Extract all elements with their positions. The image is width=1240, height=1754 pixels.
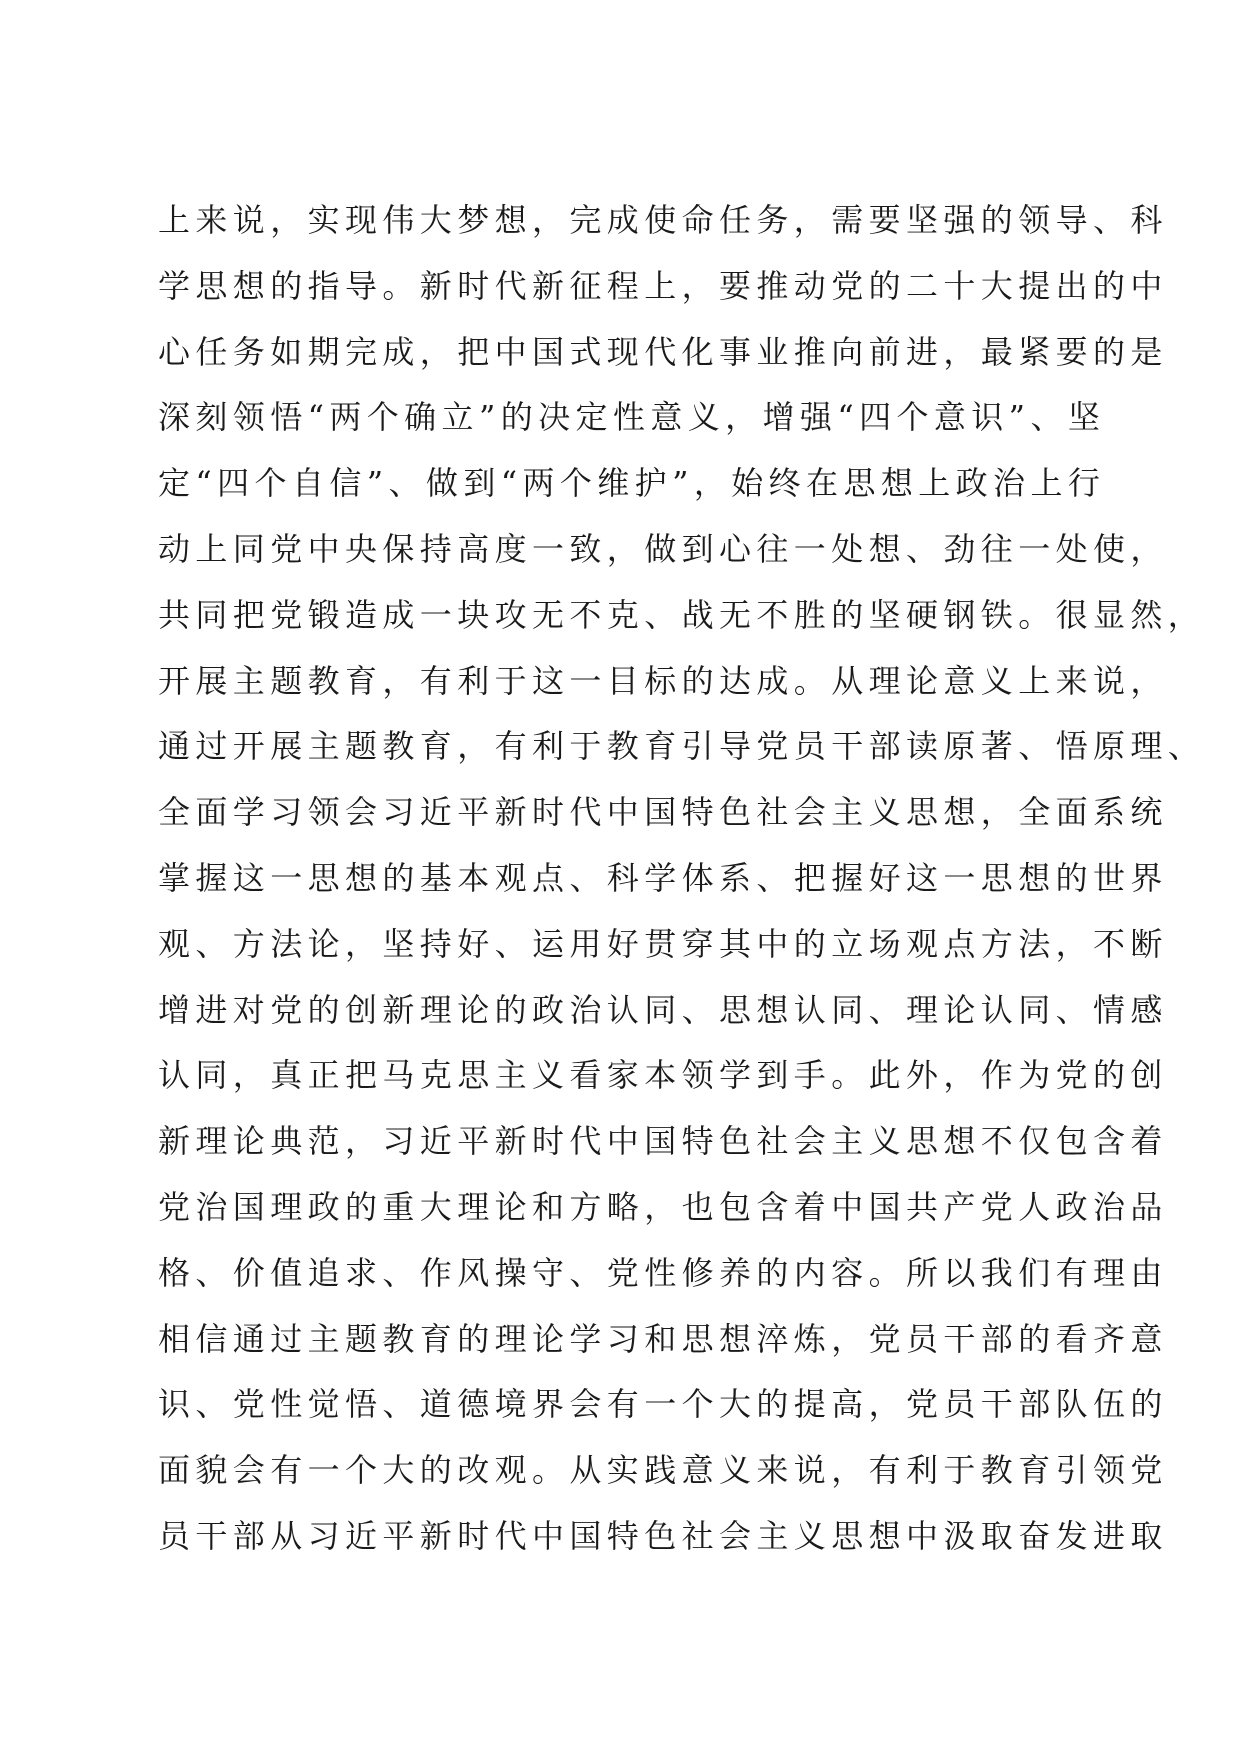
text-line-6: 动上同党中央保持高度一致，做到心往一处想、劲往一处使， <box>158 529 1168 568</box>
text-line-16: 党治国理政的重大理论和方略，也包含着中国共产党人政治品 <box>158 1187 1168 1226</box>
text-line-4: 深刻领悟“两个确立”的决定性意义，增强“四个意识”、坚 <box>158 398 1106 437</box>
text-line-10: 全面学习领会习近平新时代中国特色社会主义思想，全面系统 <box>158 793 1168 832</box>
body-paragraph <box>158 188 1206 1570</box>
text-line-9: 通过开展主题教育，有利于教育引导党员干部读原著、悟原理、 <box>158 727 1206 766</box>
text-line-19: 识、党性觉悟、道德境界会有一个大的提高，党员干部队伍的 <box>158 1385 1168 1424</box>
text-line-1: 上来说，实现伟大梦想，完成使命任务，需要坚强的领导、科 <box>158 201 1168 239</box>
text-line-18: 相信通过主题教育的理论学习和思想淬炼，党员干部的看齐意 <box>158 1319 1168 1358</box>
text-line-20: 面貌会有一个大的改观。从实践意义来说，有利于教育引领党 <box>158 1451 1168 1490</box>
text-line-17: 格、价值追求、作风操守、党性修养的内容。所以我们有理由 <box>158 1253 1168 1292</box>
text-line-8: 开展主题教育，有利于这一目标的达成。从理论意义上来说， <box>158 661 1168 700</box>
text-line-14: 认同，真正把马克思主义看家本领学到手。此外，作为党的创 <box>158 1056 1168 1095</box>
text-line-7: 共同把党锻造成一块攻无不克、战无不胜的坚硬钢铁。很显然， <box>158 595 1206 634</box>
text-line-5: 定“四个自信”、做到“两个维护”，始终在思想上政治上行 <box>158 464 1106 503</box>
text-line-15: 新理论典范，习近平新时代中国特色社会主义思想不仅包含着 <box>158 1122 1168 1161</box>
text-line-3: 心任务如期完成，把中国式现代化事业推向前进，最紧要的是 <box>158 332 1168 371</box>
text-line-13: 增进对党的创新理论的政治认同、思想认同、理论认同、情感 <box>158 990 1168 1029</box>
text-line-21: 员干部从习近平新时代中国特色社会主义思想中汲取奋发进取 <box>158 1516 1168 1555</box>
text-line-12: 观、方法论，坚持好、运用好贯穿其中的立场观点方法，不断 <box>158 924 1168 963</box>
text-line-2: 学思想的指导。新时代新征程上，要推动党的二十大提出的中 <box>158 266 1168 305</box>
text-line-11: 掌握这一思想的基本观点、科学体系、把握好这一思想的世界 <box>158 858 1168 897</box>
